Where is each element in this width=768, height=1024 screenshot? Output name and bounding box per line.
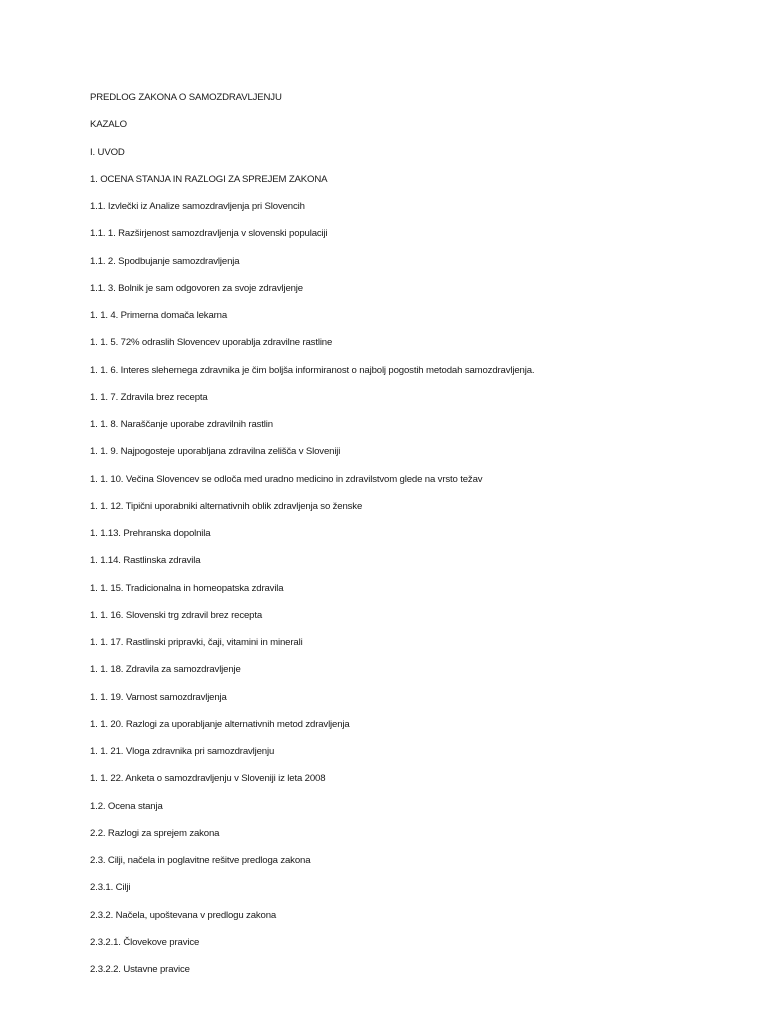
toc-entry: 1. 1. 19. Varnost samozdravljenja bbox=[90, 691, 227, 703]
toc-entry: 1. 1. 16. Slovenski trg zdravil brez recepta bbox=[90, 609, 263, 621]
toc-entry: I. UVOD bbox=[90, 146, 125, 158]
toc-entry: 1. 1. 5. 72% odraslih Slovencev uporablja zdravilne rastline bbox=[90, 337, 333, 349]
toc-entry: 2.3. Cilji, načela in poglavitne rešitve predloga zakona bbox=[90, 855, 311, 866]
toc-entry: 1. 1. 8. Naraščanje uporabe zdravilnih rastlin bbox=[90, 419, 273, 430]
toc-entry: 1.1. Izvlečki iz Analize samozdravljenja pri Slovencih bbox=[90, 201, 305, 212]
toc-entry: 1. 1.14. Rastlinska zdravila bbox=[90, 555, 201, 567]
toc-entry: 2.2. Razlogi za sprejem zakona bbox=[90, 827, 220, 839]
toc-entry: 1.1. 2. Spodbujanje samozdravljenja bbox=[90, 255, 240, 267]
toc-entry: 2.3.2.1. Človekove pravice bbox=[90, 936, 200, 948]
toc-entry: 1. 1.13. Prehranska dopolnila bbox=[90, 528, 211, 539]
toc-entry: 1. 1. 20. Razlogi za uporabljanje alternativnih metod zdravljenja bbox=[90, 718, 350, 730]
toc-entry: 2.3.1. Cilji bbox=[90, 882, 131, 894]
contents-heading: KAZALO bbox=[90, 119, 127, 131]
table-of-contents bbox=[90, 90, 534, 989]
toc-entry: 1.1. 1. Razširjenost samozdravljenja v slovenski populaciji bbox=[90, 228, 328, 240]
toc-entry: 1. 1. 6. Interes slehernega zdravnika je čim boljša informiranost o najbolj pogostih metodah samozdravljenja. bbox=[90, 364, 535, 376]
toc-entry: 1. 1. 15. Tradicionalna in homeopatska zdravila bbox=[90, 582, 284, 594]
toc-entry: 2.3.2. Načela, upoštevana v predlogu zakona bbox=[90, 909, 277, 921]
toc-entry: 1.1. 3. Bolnik je sam odgovoren za svoje zdravljenje bbox=[90, 282, 303, 294]
toc-entry: 1.2. Ocena stanja bbox=[90, 800, 163, 812]
toc-entry: 1. 1. 9. Najpogosteje uporabljana zdravilna zelišča v Sloveniji bbox=[90, 446, 341, 458]
toc-entry: 1. 1. 4. Primerna domača lekarna bbox=[90, 310, 228, 321]
toc-entry: 1. 1. 22. Anketa o samozdravljenju v Sloveniji iz leta 2008 bbox=[90, 773, 326, 785]
toc-entry: 1. 1. 12. Tipični uporabniki alternativnih oblik zdravljenja so ženske bbox=[90, 500, 363, 512]
toc-entry: 1. 1. 17. Rastlinski pripravki, čaji, vitamini in minerali bbox=[90, 637, 303, 648]
document-title: PREDLOG ZAKONA O SAMOZDRAVLJENJU bbox=[90, 92, 282, 103]
toc-entry: 1. 1. 21. Vloga zdravnika pri samozdravljenju bbox=[90, 746, 275, 757]
toc-entry: 1. 1. 7. Zdravila brez recepta bbox=[90, 391, 208, 403]
toc-entry: 2.3.2.2. Ustavne pravice bbox=[90, 964, 190, 975]
toc-entry: 1. 1. 18. Zdravila za samozdravljenje bbox=[90, 664, 241, 676]
toc-entry: 1. 1. 10. Večina Slovencev se odloča med uradno medicino in zdravilstvom glede na vrsto težav bbox=[90, 473, 483, 485]
toc-entry: 1. OCENA STANJA IN RAZLOGI ZA SPREJEM ZAKONA bbox=[90, 173, 328, 185]
